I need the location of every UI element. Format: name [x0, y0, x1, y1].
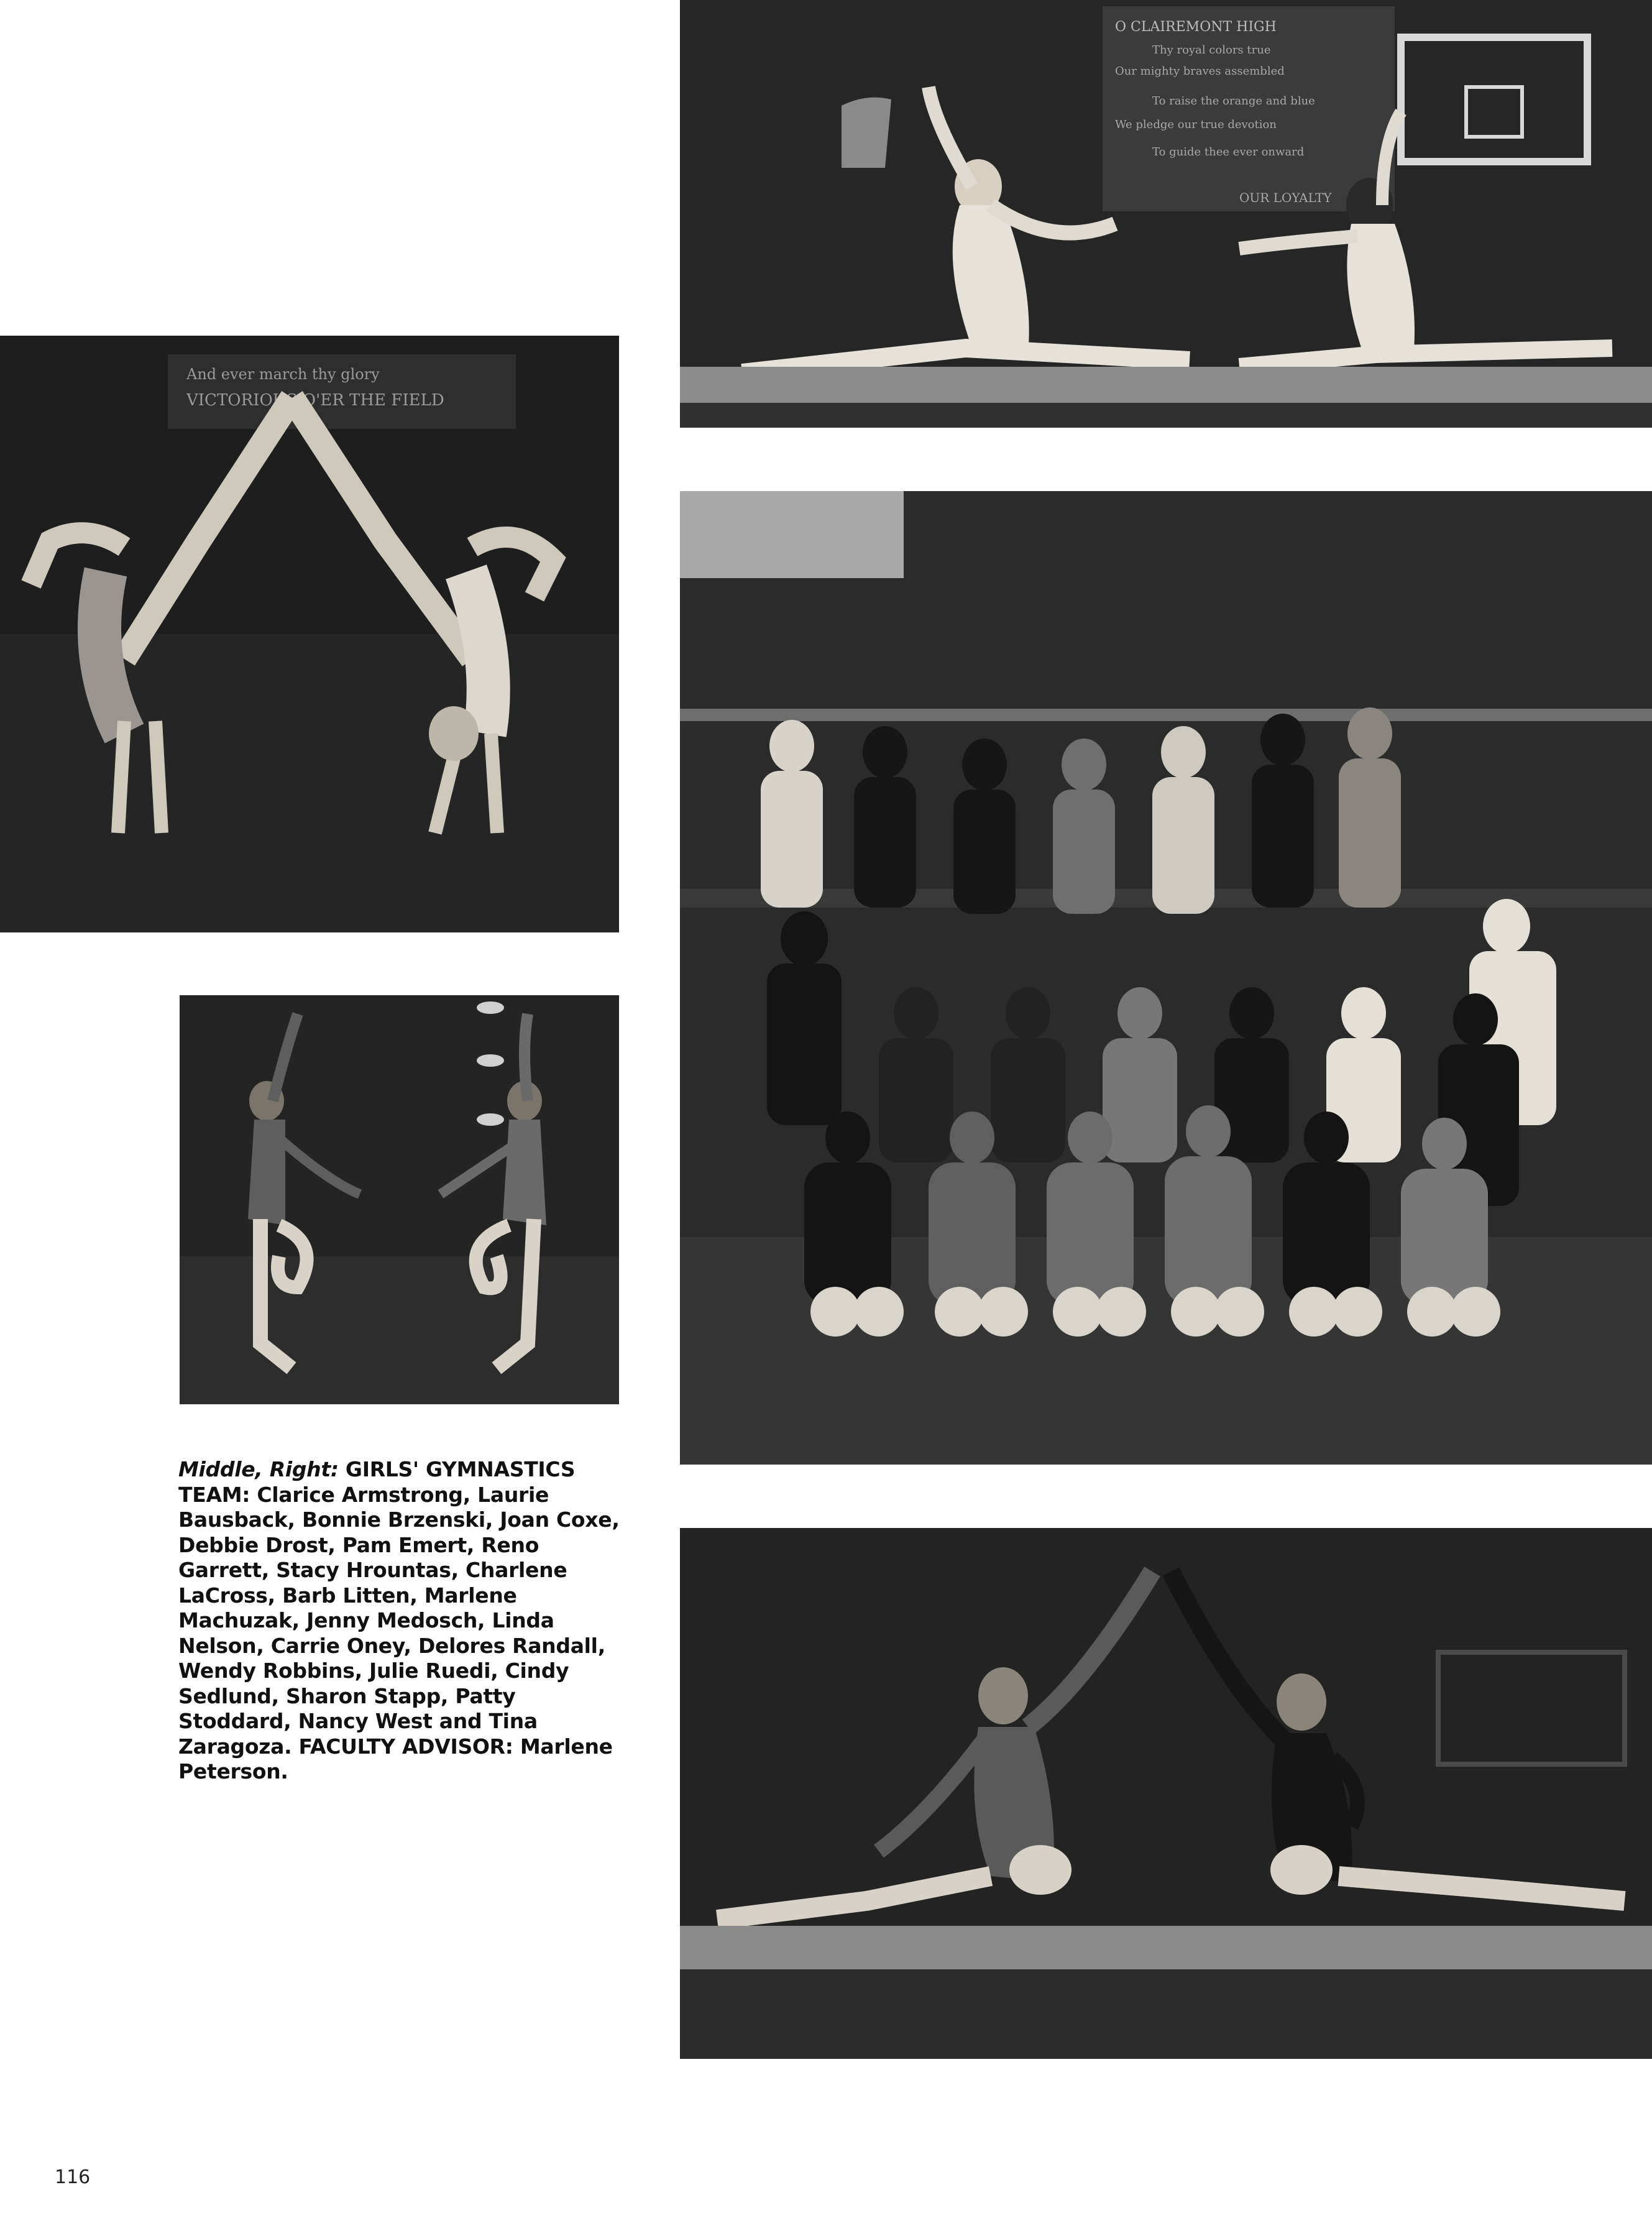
caption-lead: Middle, Right:	[178, 1457, 339, 1481]
wall-sign-line: To guide thee ever onward	[1152, 145, 1305, 159]
photo-beam-hands-joined	[680, 1528, 1652, 2059]
photo-mirror-poses	[180, 995, 619, 1404]
wall-sign-line: VICTORIOUS O'ER THE FIELD	[186, 391, 444, 410]
photo-caption	[178, 1457, 626, 1785]
wall-sign-line: Our mighty braves assembled	[1115, 65, 1285, 78]
wall-sign-line: And ever march thy glory	[186, 366, 380, 383]
page-number: 116	[55, 2166, 91, 2188]
wall-sign-line: Thy royal colors true	[1152, 44, 1271, 57]
wall-sign-line: We pledge our true devotion	[1115, 118, 1277, 131]
caption-body: GIRLS' GYMNASTICS TEAM: Clarice Armstrong, Laurie Bausback, Bonnie Brzenski, Joan Coxe, Debbie Drost, Pam Emert, Reno Garrett, Stacy Hrountas, Charlene LaCross, Barb Litten, Marlene Machuzak, Jenny Medosch, Linda Nelson, Carrie Oney, Delores Randall, Wendy Robbins, Julie Ruedi, Cindy Sedlund, Sharon Stapp, Patty Stoddard, Nancy West and Tina Zaragoza. FACULTY ADVISOR: Marlene Peterson.	[178, 1457, 620, 1783]
wall-sign-line: O CLAIREMONT HIGH	[1115, 19, 1277, 35]
wall-sign-line: To raise the orange and blue	[1152, 94, 1315, 108]
wall-sign	[1103, 6, 1395, 211]
photo-team-group	[680, 491, 1652, 1465]
wall-sign-line: OUR LOYALTY	[1239, 190, 1332, 205]
photo-beam-splits	[680, 0, 1652, 428]
photo-handstand-arch	[0, 336, 619, 932]
